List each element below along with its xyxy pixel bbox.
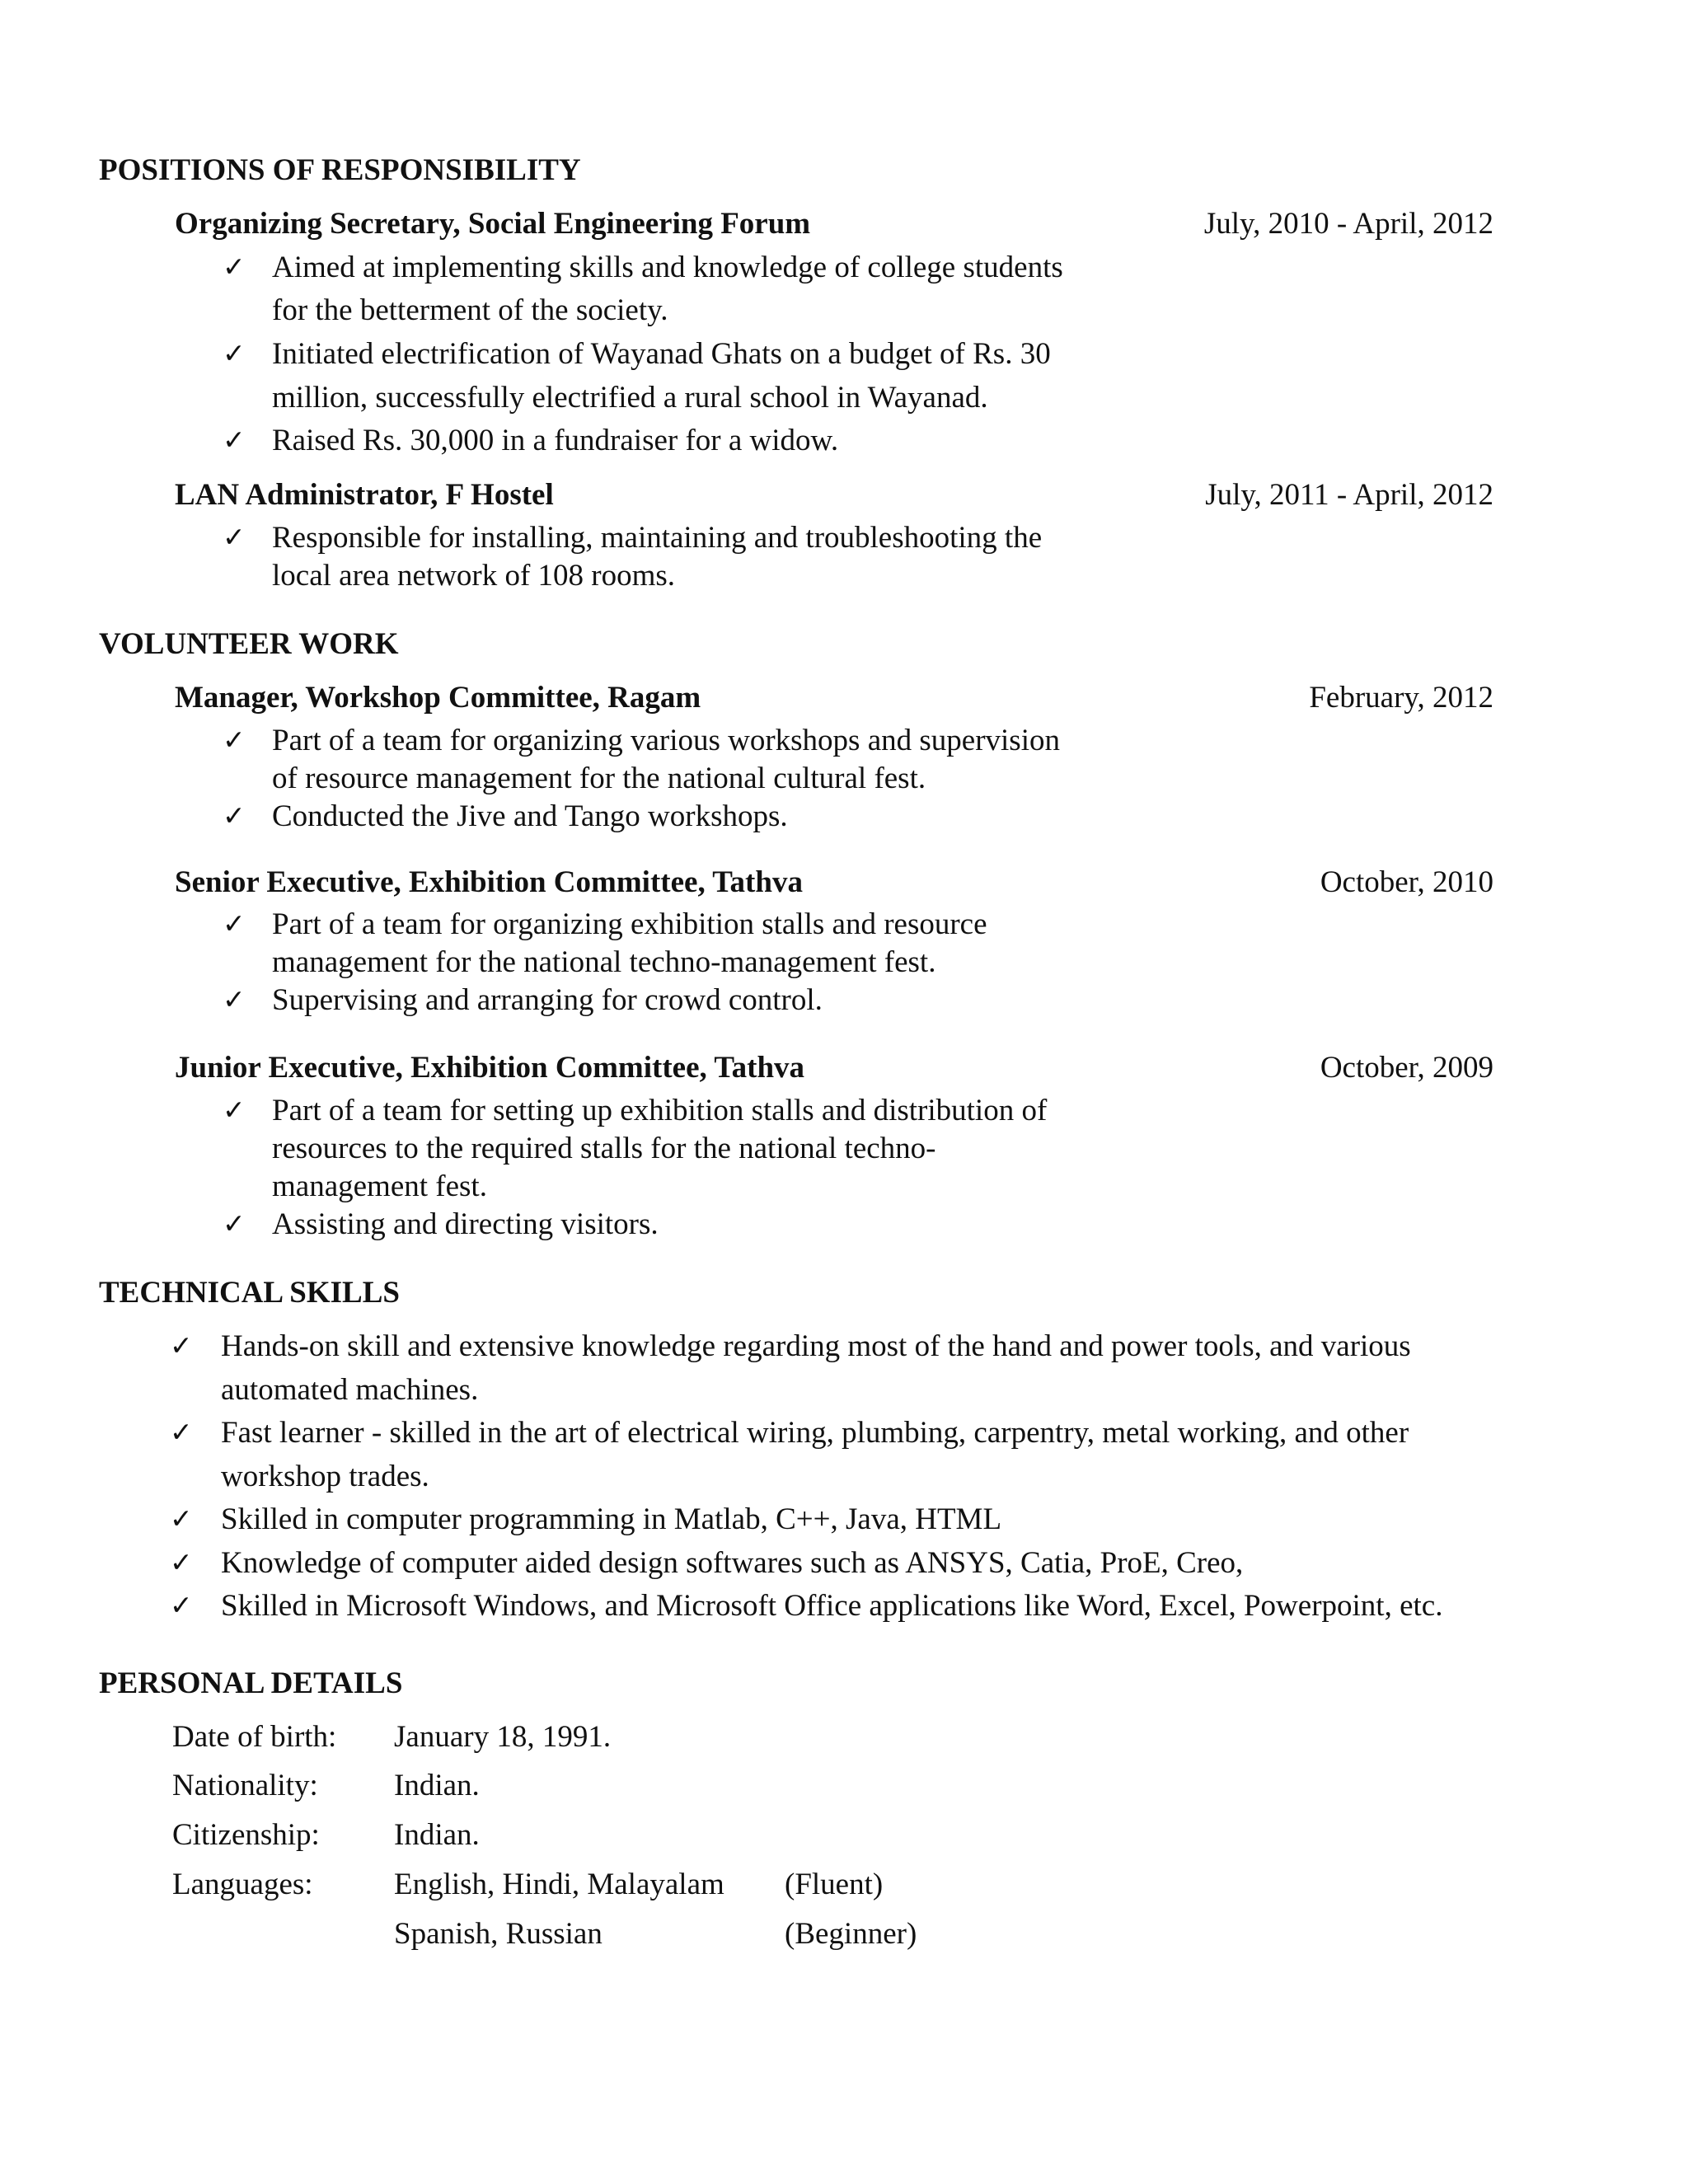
check-icon: ✓ [223,726,246,756]
bullet-text: Skilled in Microsoft Windows, and Microsoft Office applications like Word, Excel, Powerpoint, etc. [221,1589,1443,1623]
check-icon: ✓ [223,1210,246,1240]
section-title-positions: POSITIONS OF RESPONSIBILITY [99,153,581,187]
bullet-text: of resource management for the national cultural fest. [272,762,926,795]
bullet-text: Part of a team for organizing various workshops and supervision [272,724,1060,757]
citizenship-value: Indian. [394,1818,480,1852]
bullet-text: Initiated electrification of Wayanad Ghats on a budget of Rs. 30 [272,337,1051,371]
bullet-text: Part of a team for setting up exhibition stalls and distribution of [272,1094,1048,1127]
dob-label: Date of birth: [172,1720,337,1754]
bullet-text: Conducted the Jive and Tango workshops. [272,799,788,833]
bullet-text: Part of a team for organizing exhibition stalls and resource [272,907,987,941]
role-title: Senior Executive, Exhibition Committee, Tathva [175,865,803,899]
bullet-text: local area network of 108 rooms. [272,559,676,593]
check-icon: ✓ [223,910,246,940]
role-title: LAN Administrator, F Hostel [175,478,554,512]
bullet-text: Raised Rs. 30,000 in a fundraiser for a widow. [272,424,839,457]
check-icon: ✓ [170,1591,193,1621]
role-date: February, 2012 [1309,681,1493,715]
check-icon: ✓ [223,426,246,456]
bullet-text: management for the national techno-management fest. [272,945,936,979]
citizenship-label: Citizenship: [172,1818,320,1852]
bullet-text: management fest. [272,1169,487,1203]
bullet-text: Hands-on skill and extensive knowledge regarding most of the hand and power tools, and various [221,1329,1411,1363]
check-icon: ✓ [223,986,246,1015]
dob-value: January 18, 1991. [394,1720,612,1754]
check-icon: ✓ [223,1096,246,1126]
bullet-text: million, successfully electrified a rural school in Wayanad. [272,381,988,415]
languages-fluent-level: (Fluent) [785,1868,884,1901]
bullet-text: Responsible for installing, maintaining and troubleshooting the [272,521,1043,555]
role-title: Junior Executive, Exhibition Committee, Tathva [175,1051,805,1085]
section-title-personal: PERSONAL DETAILS [99,1666,403,1700]
bullet-text: Skilled in computer programming in Matlab, C++, Java, HTML [221,1502,1002,1536]
languages-fluent: English, Hindi, Malayalam [394,1868,724,1901]
check-icon: ✓ [223,802,246,832]
role-date: July, 2010 - April, 2012 [1203,207,1493,241]
bullet-text: Aimed at implementing skills and knowledge of college students [272,251,1063,284]
section-title-technical: TECHNICAL SKILLS [99,1276,400,1310]
role-date: July, 2011 - April, 2012 [1205,478,1493,512]
check-icon: ✓ [170,1332,193,1361]
languages-beginner: Spanish, Russian [394,1917,603,1951]
check-icon: ✓ [170,1505,193,1535]
check-icon: ✓ [223,340,246,369]
bullet-text: for the betterment of the society. [272,293,668,327]
bullet-text: Assisting and directing visitors. [272,1207,659,1241]
role-title: Manager, Workshop Committee, Ragam [175,681,701,715]
bullet-text: automated machines. [221,1373,479,1407]
role-title: Organizing Secretary, Social Engineering Forum [175,207,811,241]
section-title-volunteer: VOLUNTEER WORK [99,627,399,661]
bullet-text: workshop trades. [221,1460,429,1493]
check-icon: ✓ [223,523,246,553]
check-icon: ✓ [170,1549,193,1578]
languages-beginner-level: (Beginner) [785,1917,917,1951]
bullet-text: Fast learner - skilled in the art of electrical wiring, plumbing, carpentry, metal working, and other [221,1416,1409,1450]
role-date: October, 2010 [1320,865,1493,899]
role-date: October, 2009 [1320,1051,1493,1085]
nationality-value: Indian. [394,1769,480,1802]
check-icon: ✓ [170,1418,193,1448]
bullet-text: Knowledge of computer aided design softwares such as ANSYS, Catia, ProE, Creo, [221,1546,1244,1580]
languages-label: Languages: [172,1868,313,1901]
bullet-text: resources to the required stalls for the national techno- [272,1132,936,1165]
check-icon: ✓ [223,253,246,283]
bullet-text: Supervising and arranging for crowd control. [272,983,823,1017]
nationality-label: Nationality: [172,1769,318,1802]
